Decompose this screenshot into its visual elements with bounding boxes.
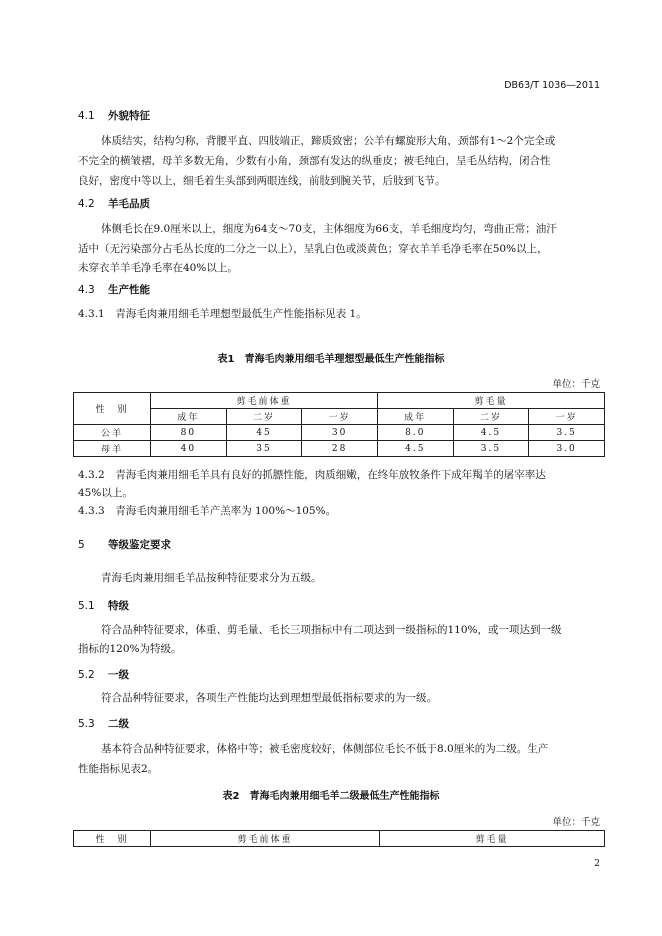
section-5-1-line-1: 符合品种特征要求，体重、剪毛量、毛长三项指标中有二项达到一级指标的110%，或一项达到一级: [101, 624, 562, 636]
table-subheader: 二岁: [453, 409, 529, 425]
table-row: [74, 425, 605, 441]
section-number: 5.1: [78, 600, 95, 612]
section-4-3-heading: [78, 282, 150, 297]
section-5-1-heading: [78, 598, 129, 613]
table-subheader: 一岁: [302, 409, 378, 425]
table-cell: 8.0: [377, 425, 453, 441]
table-header-sex: 性 别: [74, 393, 151, 425]
section-4-2-line-1: 体侧毛长在9.0厘米以上，细度为64支～70支，主体细度为66支，羊毛细度均匀，弯曲正常；油汗: [101, 223, 557, 235]
section-5-intro: 青海毛肉兼用细毛羊品按种特征要求分为五级。: [101, 572, 322, 584]
section-title: 特级: [108, 600, 129, 612]
clause-4-3-3: 4.3.3 青海毛肉兼用细毛羊产羔率为 100%～105%。: [78, 505, 337, 517]
row-label: 母羊: [74, 441, 151, 457]
section-number: 4.3: [78, 284, 95, 296]
table-cell: 45: [226, 425, 302, 441]
section-4-2-line-2: 适中（无污染部分占毛丛长度的二分之一以上），呈乳白色或淡黄色；穿衣羊羊毛净毛率在50%以上，: [78, 243, 548, 255]
section-5-2-heading: [78, 667, 129, 682]
clause-4-3-1: 4.3.1 青海毛肉兼用细毛羊理想型最低生产性能指标见表 1。: [78, 308, 367, 320]
section-5-3-line-2: 性能指标见表2。: [78, 763, 159, 775]
section-4-2-heading: [78, 196, 150, 211]
table-subheader: 成年: [151, 409, 227, 425]
section-title: 二级: [108, 718, 129, 730]
table-cell: 30: [302, 425, 378, 441]
table-1-caption: 表1 青海毛肉兼用细毛羊理想型最低生产性能指标: [217, 354, 445, 365]
table-subheader: 一岁: [529, 409, 605, 425]
table-subheader: 成年: [377, 409, 453, 425]
table-subheader: 二岁: [226, 409, 302, 425]
section-4-2-line-3: 未穿衣羊羊毛净毛率在40%以上。: [78, 262, 238, 274]
section-4-1-line-3: 良好，密度中等以上，细毛着生头部到两眼连线，前肢到腕关节，后肢到飞节。: [78, 175, 446, 187]
section-5-2-text: 符合品种特征要求，各项生产性能均达到理想型最低指标要求的为一级。: [101, 692, 437, 704]
section-title: 外貌特征: [108, 110, 150, 122]
section-title: 等级鉴定要求: [108, 539, 171, 551]
table-2-unit: 单位：千克: [552, 817, 600, 828]
section-5-3-line-1: 基本符合品种特征要求，体格中等；被毛密度较好，体侧部位毛长不低于8.0厘米的为二级。生产: [101, 743, 549, 755]
table-cell: 80: [151, 425, 227, 441]
page-number: 2: [594, 859, 600, 869]
table-header-weight: 剪毛前体重: [151, 831, 380, 847]
table-cell: 3.5: [529, 425, 605, 441]
table-cell: 4.5: [377, 441, 453, 457]
table-cell: 3.5: [453, 441, 529, 457]
table-header-weight: 剪毛前体重: [151, 393, 378, 409]
table-cell: 4.5: [453, 425, 529, 441]
table-header-wool: 剪毛量: [377, 393, 604, 409]
clause-4-3-2-line-1: 4.3.2 青海毛肉兼用细毛羊具有良好的抓膘性能，肉质细嫩，在终年放牧条件下成年羯羊的屠宰率达: [78, 469, 546, 481]
section-title: 一级: [108, 669, 129, 681]
section-number: 4.1: [78, 110, 95, 122]
table-header-wool: 剪毛量: [380, 831, 605, 847]
section-4-1-line-2: 不完全的横皱褶，母羊多数无角，少数有小角，颈部有发达的纵垂皮；被毛纯白，呈毛丛结构，闭合性: [78, 155, 551, 167]
table-cell: 40: [151, 441, 227, 457]
section-5-1-line-2: 指标的120%为特级。: [78, 643, 182, 655]
table-cell: 28: [302, 441, 378, 457]
section-title: 羊毛品质: [108, 198, 150, 210]
section-4-1-heading: [78, 108, 150, 123]
document-id: DB63/T 1036—2011: [504, 80, 600, 91]
table-2: [73, 830, 605, 847]
section-number: 5.2: [78, 669, 95, 681]
section-number: 5.3: [78, 718, 95, 730]
table-header-sex: 性 别: [74, 831, 151, 847]
section-5-3-heading: [78, 716, 129, 731]
table-2-caption: 表2 青海毛肉兼用细毛羊二级最低生产性能指标: [222, 791, 440, 802]
table-row: [74, 441, 605, 457]
table-cell: 35: [226, 441, 302, 457]
table-cell: 3.0: [529, 441, 605, 457]
table-1: [73, 392, 605, 457]
clause-4-3-2-line-2: 45%以上。: [78, 487, 133, 499]
section-title: 生产性能: [108, 284, 150, 296]
section-4-1-line-1: 体质结实，结构匀称，背腰平直、四肢端正，蹄质致密；公羊有螺旋形大角，颈部有1～2个完全或: [101, 135, 556, 147]
section-5-heading: [78, 537, 171, 552]
row-label: 公羊: [74, 425, 151, 441]
section-number: 4.2: [78, 198, 95, 210]
table-1-unit: 单位：千克: [552, 379, 600, 390]
section-number: 5: [78, 539, 85, 551]
